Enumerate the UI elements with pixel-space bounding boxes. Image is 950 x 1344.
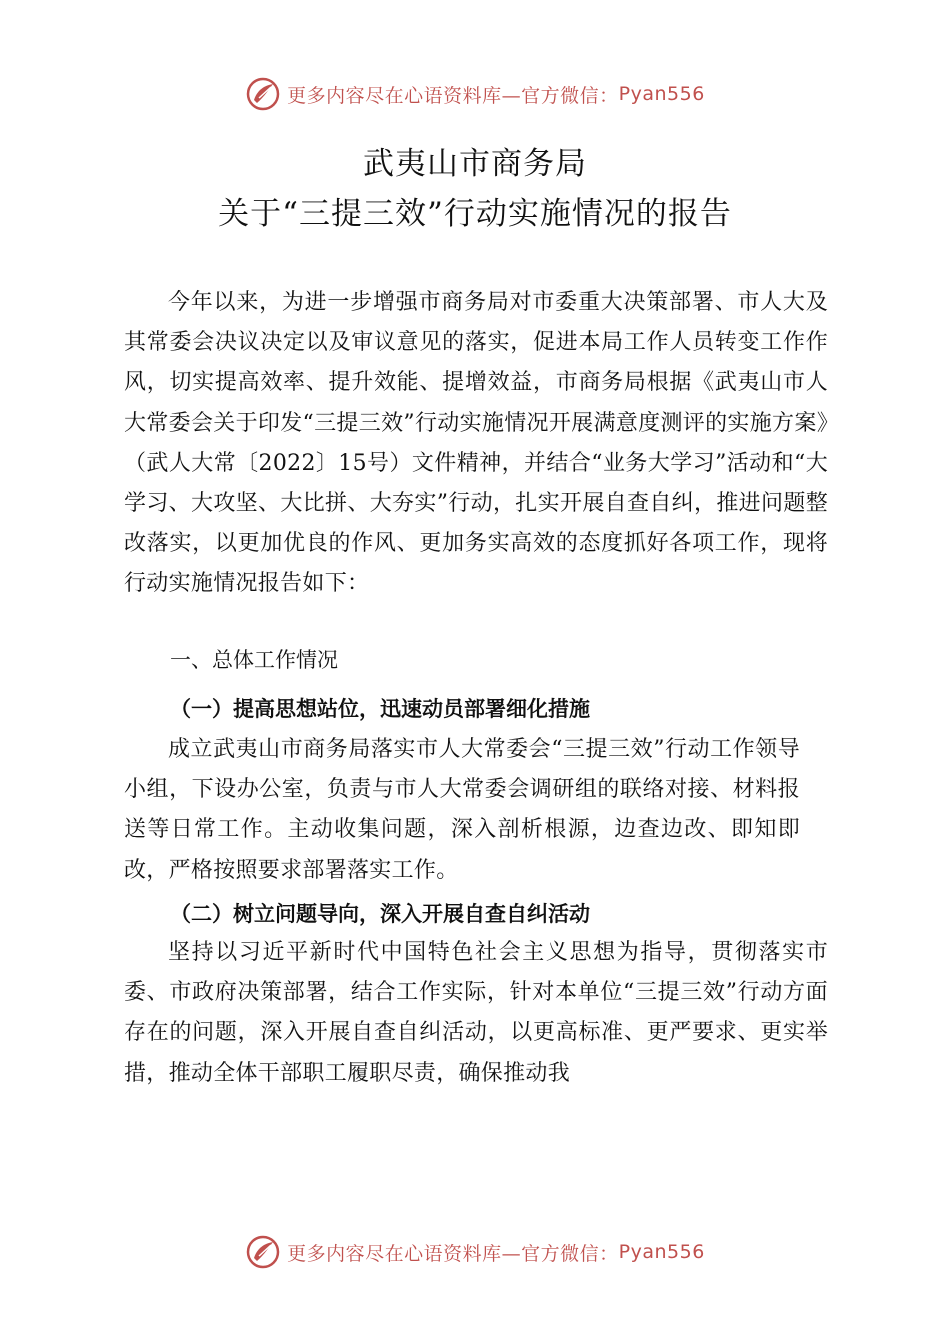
- watermark-footer: [0, 1232, 950, 1272]
- watermark-text: 更多内容尽在心语资料库—官方微信：: [287, 1242, 619, 1265]
- intro-paragraph: 今年以来，为进一步增强市商务局对市委重大决策部署、市人大及其常委会决议决定以及审议意见的落实，促进本局工作人员转变工作作风，切实提高效率、提升效能、提增效益，市商务局根据《武夷山市人大常委会关于印发“三提三效”行动实施情况开展满意度测评的实施方案》（武人大常〔2022〕15号）文件精神，并结合“业务大学习”活动和“大学习、大攻坚、大比拼、大夯实”行动，扎实开展自查自纠，推进问题整改落实，以更加优良的作风、更加务实高效的态度抓好各项工作，现将行动实施情况报告如下：: [124, 290, 828, 597]
- document-title-line2: 关于“三提三效”行动实施情况的报告: [218, 196, 732, 232]
- watermark-code: Pyan556: [618, 83, 705, 105]
- watermark-logo-icon: [245, 1234, 281, 1270]
- watermark-logo-icon: [245, 76, 281, 112]
- watermark-code: Pyan556: [618, 1241, 705, 1263]
- watermark-text: 更多内容尽在心语资料库—官方微信：: [287, 84, 619, 107]
- document-title-line1: 武夷山市商务局: [363, 146, 587, 182]
- subsection-body-2: 坚持以习近平新时代中国特色社会主义思想为指导，贯彻落实市委、市政府决策部署，结合工作实际，针对本单位“三提三效”行动方面存在的问题，深入开展自查自纠活动，以更高标准、更严要求、更实举措，推动全体干部职工履职尽责，确保推动我: [124, 940, 828, 1086]
- subsection-heading-1: （一）提高思想站位，迅速动员部署细化措施: [170, 697, 590, 721]
- subsection-heading-2: （二）树立问题导向，深入开展自查自纠活动: [170, 902, 590, 926]
- watermark-header: [0, 74, 950, 114]
- subsection-body-1: 成立武夷山市商务局落实市人大常委会“三提三效”行动工作领导小组，下设办公室，负责与市人大常委会调研组的联络对接、材料报送等日常工作。主动收集问题，深入剖析根源，边查边改、即知即改，严格按照要求部署落实工作。: [124, 737, 800, 883]
- section-heading-1: 一、总体工作情况: [170, 648, 338, 672]
